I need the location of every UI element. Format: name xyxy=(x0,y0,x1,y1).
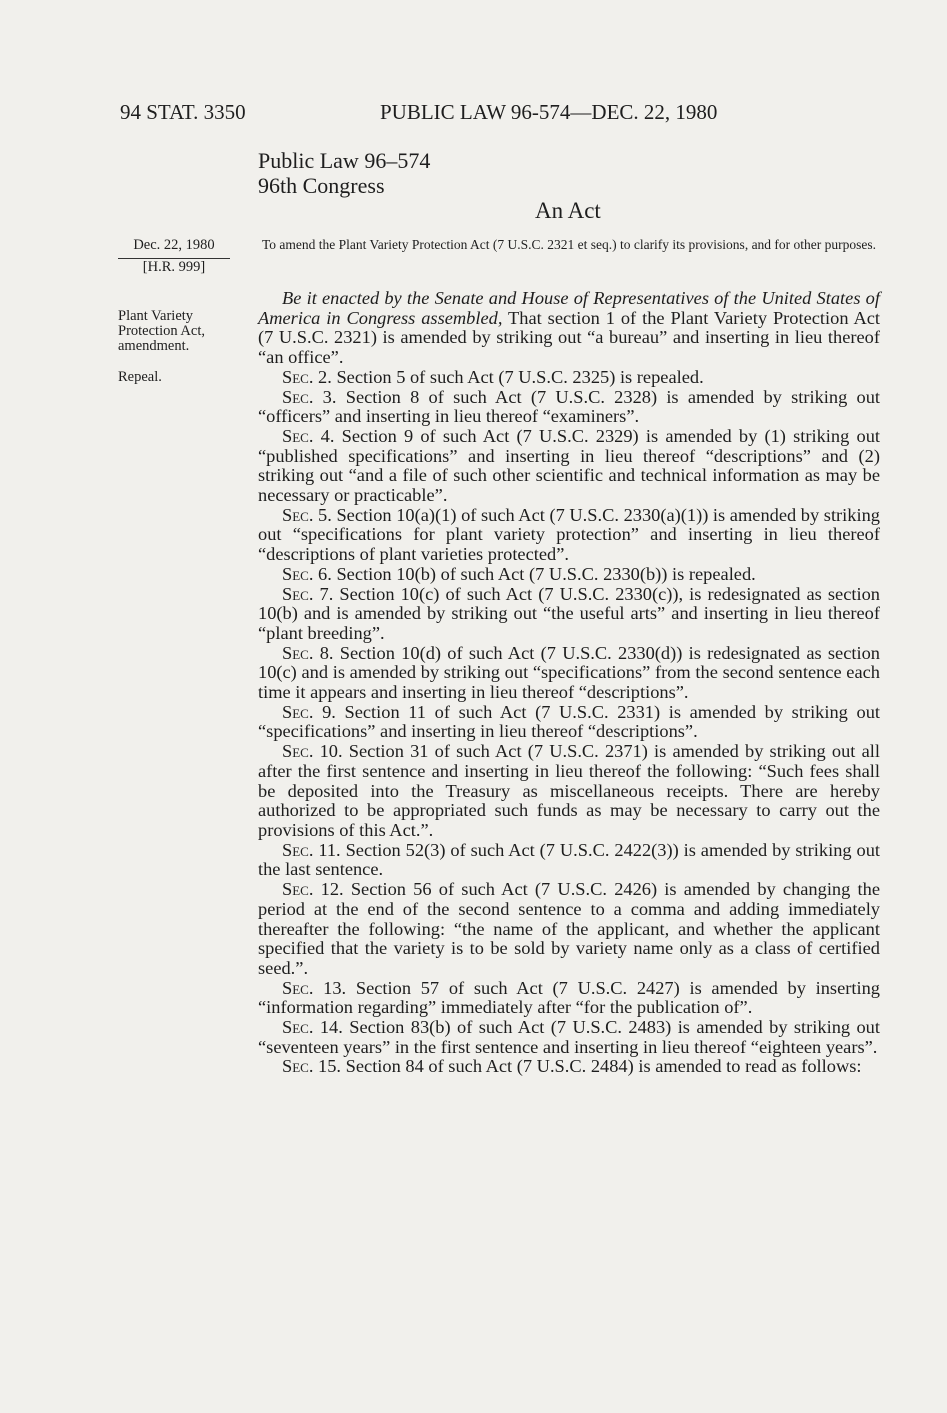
section-label: Sec. 3. xyxy=(282,386,337,407)
title-block xyxy=(258,148,430,198)
section-text: Section 52(3) of such Act (7 U.S.C. 2422(3)) is amended by striking out the last sentence. xyxy=(258,839,880,880)
section-text: Section 56 of such Act (7 U.S.C. 2426) is amended by changing the period at the end of the second sentence to a comma and adding immediately thereafter the following: “the name of the applicant, and whether the applicant specified that the variety is to be sold by variety name only as a class of certified seed.”. xyxy=(258,879,880,978)
section-text: Section 10(c) of such Act (7 U.S.C. 2330(c)), is redesignated as section 10(b) and is amended by striking out “the useful arts” and inserting in lieu thereof “plant breeding”. xyxy=(258,583,880,643)
section-paragraph xyxy=(258,880,880,979)
margin-date: Dec. 22, 1980 xyxy=(133,237,215,253)
public-law-number: Public Law 96–574 xyxy=(258,148,431,173)
enacting-clause: Be it enacted by the Senate and House of Representatives of the United States of America in Congress assembled, xyxy=(258,288,880,328)
act-title: An Act xyxy=(535,198,601,223)
section-label: Sec. 8. xyxy=(282,642,334,663)
section-text: Section 84 of such Act (7 U.S.C. 2484) is amended to read as follows: xyxy=(345,1056,862,1077)
section-paragraph xyxy=(258,703,880,742)
section-label: Sec. 9. xyxy=(282,701,336,722)
section-label: Sec. 6. xyxy=(282,563,332,584)
section-paragraph xyxy=(258,841,880,880)
section-label: Sec. 13. xyxy=(282,977,347,998)
section-paragraph xyxy=(258,388,880,427)
section-label: Sec. 14. xyxy=(282,1017,343,1038)
section-text: Section 57 of such Act (7 U.S.C. 2427) is amended by inserting “information regarding” immediately after “for the publication of”. xyxy=(258,977,880,1018)
section-text: Section 10(d) of such Act (7 U.S.C. 2330(d)) is redesignated as section 10(c) and is amended by striking out “specifications” from the second sentence each time it appears and inserting in lieu thereof “descriptions”. xyxy=(258,642,880,703)
section-text: Section 8 of such Act (7 U.S.C. 2328) is amended by striking out “officers” and inserting in lieu thereof “examiners”. xyxy=(258,386,881,427)
section-paragraph xyxy=(258,565,880,585)
congress-number: 96th Congress xyxy=(258,173,385,198)
section-text: Section 10(a)(1) of such Act (7 U.S.C. 2330(a)(1)) is amended by striking out “specifications for plant variety protection” and inserting in lieu thereof “descriptions of plant varieties protected”. xyxy=(258,504,880,565)
section-paragraph xyxy=(258,427,880,506)
sidenote-repeal: Repeal. xyxy=(118,369,162,385)
section-label: Sec. 7. xyxy=(282,583,334,604)
act-purpose: To amend the Plant Variety Protection Act (7 U.S.C. 2321 et seq.) to clarify its provisions, and for other purposes. xyxy=(261,237,877,252)
section-label: Sec. 12. xyxy=(282,879,344,900)
section-text: Section 10(b) of such Act (7 U.S.C. 2330(b)) is repealed. xyxy=(336,563,756,584)
section-text: Section 5 of such Act (7 U.S.C. 2325) is repealed. xyxy=(336,366,704,387)
act-body xyxy=(258,289,880,1077)
section-paragraph xyxy=(258,1018,880,1057)
section-paragraph xyxy=(258,506,880,565)
section-paragraph xyxy=(258,585,880,644)
section-label: Sec. 15. xyxy=(282,1056,342,1077)
section-text: Section 9 of such Act (7 U.S.C. 2329) is amended by (1) striking out “published specifications” and inserting in lieu thereof “descriptions” and (2) striking out “and a file of such other scientific and technical information as may be necessary or practicable”. xyxy=(258,425,880,506)
section-label: Sec. 4. xyxy=(282,425,335,446)
section-1-text: That section 1 of the Plant Variety Protection Act (7 U.S.C. 2321) is amended by striking out “a bureau” and inserting in lieu thereof “an office”. xyxy=(258,307,881,368)
section-text: Section 83(b) of such Act (7 U.S.C. 2483) is amended by striking out “seventeen years” in the first sentence and inserting in lieu thereof “eighteen years”. xyxy=(258,1017,880,1057)
section-paragraph xyxy=(258,644,880,703)
section-label: Sec. 5. xyxy=(282,504,332,525)
section-label: Sec. 2. xyxy=(282,366,332,387)
running-head xyxy=(120,100,880,130)
sidenote-amendment: Plant Variety Protection Act, amendment. xyxy=(118,308,205,354)
section-paragraph xyxy=(258,742,880,841)
margin-bill-number: [H.R. 999] xyxy=(118,258,230,276)
section-label: Sec. 10. xyxy=(282,741,343,762)
section-text: Section 11 of such Act (7 U.S.C. 2331) is amended by striking out “specifications” and inserting in lieu thereof “descriptions”. xyxy=(258,701,880,742)
section-paragraph xyxy=(258,1057,880,1077)
section-paragraph xyxy=(258,979,880,1018)
section-text: Section 31 of such Act (7 U.S.C. 2371) is amended by striking out all after the first sentence and inserting in lieu thereof the following: “Such fees shall be deposited into the Treasury as miscellaneous receipts. There are hereby authorized to be appropriated such funds as may be necessary to carry out the provisions of this Act.”. xyxy=(258,741,880,840)
section-paragraph xyxy=(258,368,880,388)
page-number: 94 STAT. 3350 xyxy=(120,100,246,124)
law-heading: PUBLIC LAW 96-574—DEC. 22, 1980 xyxy=(380,100,718,124)
section-label: Sec. 11. xyxy=(282,839,341,860)
section-1 xyxy=(258,289,880,368)
